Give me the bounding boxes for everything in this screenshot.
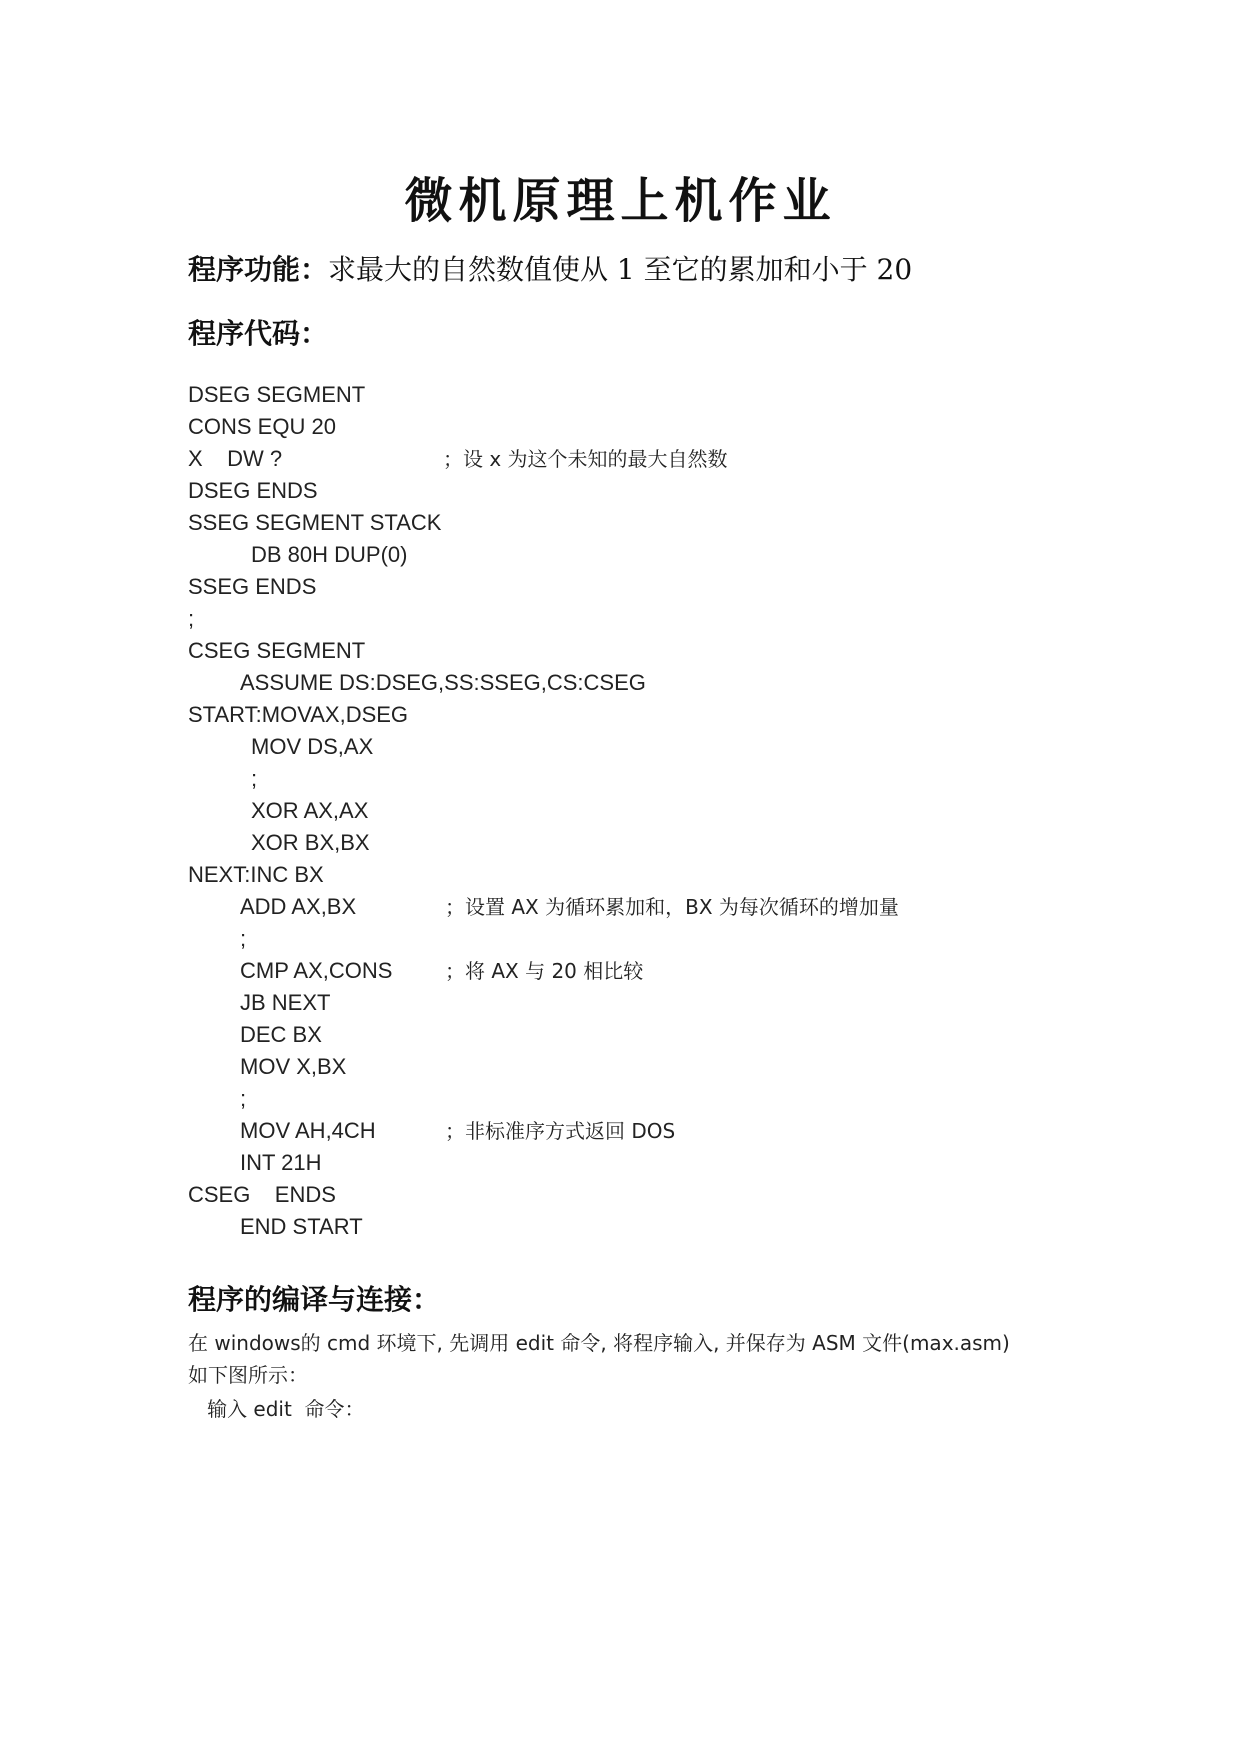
code-line: MOV X,BX	[240, 1054, 347, 1079]
code-line: NEXT:INC BX	[188, 862, 324, 887]
code-line: JB NEXT	[240, 990, 331, 1015]
paragraph-line: 如下图所示：	[188, 1363, 308, 1387]
code-line: DEC BX	[240, 1022, 322, 1047]
code-line: XOR AX,AX	[251, 798, 369, 823]
code-line: START:MOVAX,DSEG	[188, 702, 409, 727]
code-comment: ；设 x 为这个未知的最大自然数	[443, 447, 728, 471]
paragraph-line: 输入 edit 命令：	[188, 1397, 365, 1421]
code-line: SSEG ENDS	[188, 574, 317, 599]
code-line: ;	[188, 606, 195, 631]
code-line: SSEG SEGMENT STACK	[188, 510, 442, 535]
code-comment: ；设置 AX 为循环累加和，BX 为每次循环的增加量	[445, 895, 899, 919]
function-label: 程序功能：	[188, 253, 329, 286]
code-line: ADD AX,BX	[240, 894, 357, 919]
code-line: ASSUME DS:DSEG,SS:SSEG,CS:CSEG	[240, 670, 646, 695]
page-title: 微机原理上机作业	[404, 173, 837, 229]
function-heading	[188, 248, 912, 288]
code-line: MOV DS,AX	[251, 734, 374, 759]
code-line: CMP AX,CONS	[240, 958, 393, 983]
code-line: DSEG SEGMENT	[188, 382, 366, 407]
code-line: MOV AH,4CH	[240, 1118, 376, 1143]
code-comment: ；将 AX 与 20 相比较	[445, 959, 644, 983]
function-text: 求最大的自然数值使从 1 至它的累加和小于 20	[328, 253, 913, 286]
code-line: X DW ?	[188, 446, 283, 471]
code-line: DSEG ENDS	[188, 478, 318, 503]
code-line: CONS EQU 20	[188, 414, 336, 439]
code-line: END START	[240, 1214, 363, 1239]
code-comment: ；非标准序方式返回 DOS	[445, 1119, 676, 1143]
code-line: INT 21H	[240, 1150, 322, 1175]
code-line: XOR BX,BX	[251, 830, 370, 855]
code-line: DB 80H DUP(0)	[251, 542, 408, 567]
code-line: CSEG SEGMENT	[188, 638, 366, 663]
compile-heading: 程序的编译与连接：	[188, 1283, 441, 1316]
paragraph-line: 在 windows的 cmd 环境下, 先调用 edit 命令, 将程序输入, 并保存为 ASM 文件(max.asm)	[188, 1331, 1010, 1355]
code-line: CSEG ENDS	[188, 1182, 336, 1207]
code-line: ;	[251, 766, 258, 791]
code-heading: 程序代码：	[188, 317, 329, 350]
code-line: ;	[240, 926, 247, 951]
code-line: ;	[240, 1086, 247, 1111]
